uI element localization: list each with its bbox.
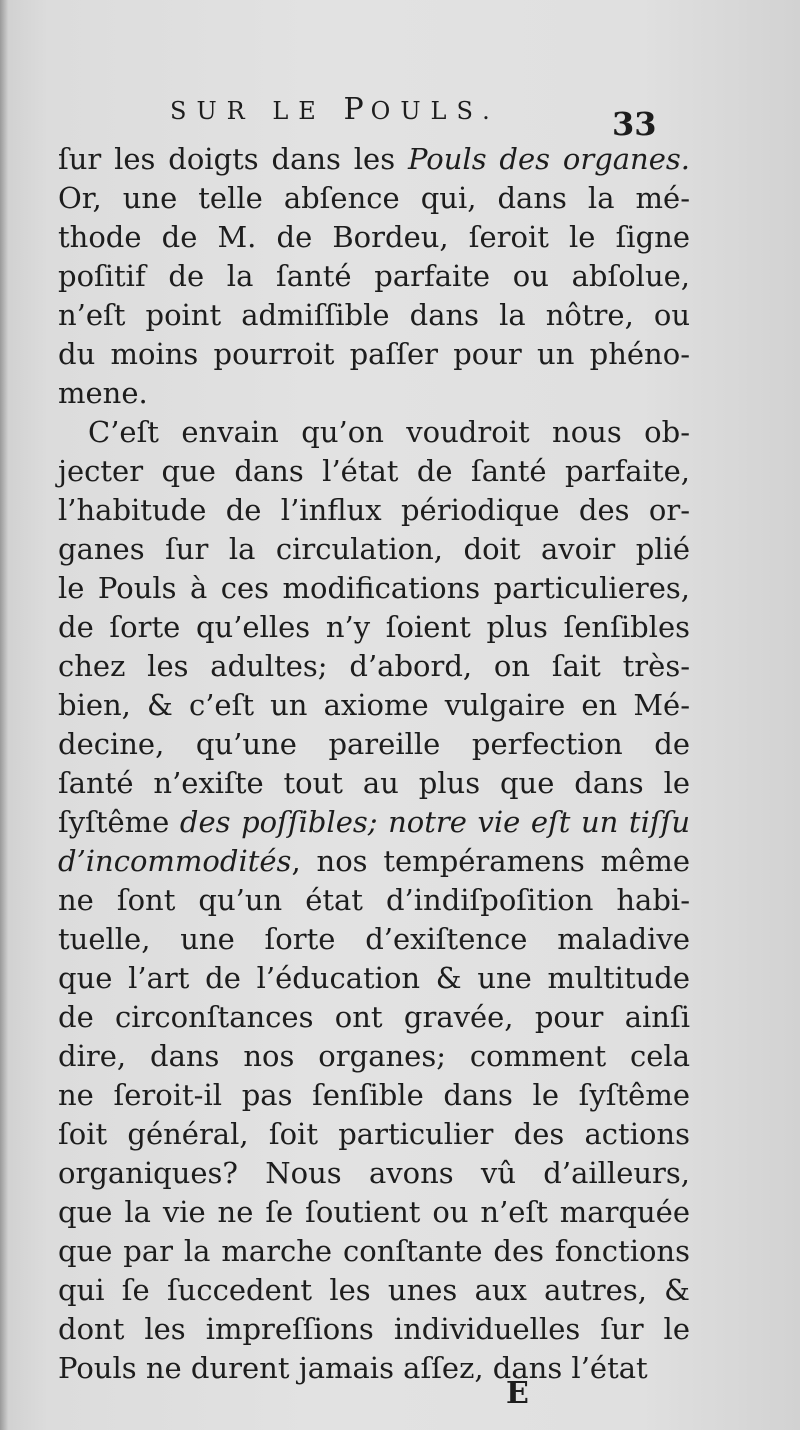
body-text — [58, 140, 690, 1388]
text-line — [58, 647, 690, 686]
text-line — [58, 1349, 690, 1388]
text-run: ſoit général, ſoit particulier des actions — [58, 1117, 690, 1151]
text-run: organiques? Nous avons vû d’ailleurs, — [58, 1156, 690, 1190]
text-run: de ſorte qu’elles n’y ſoient plus ſenſibles — [58, 610, 690, 644]
text-run: chez les adultes; d’abord, on ſait très- — [58, 649, 690, 683]
text-line — [58, 998, 690, 1037]
text-run: ſanté n’exiſte tout au plus que dans le — [58, 766, 690, 800]
text-run: poſitif de la ſanté parfaite ou abſolue, — [58, 259, 690, 293]
text-run: qui ſe ſuccedent les unes aux autres, & — [58, 1273, 690, 1307]
running-head — [170, 92, 530, 127]
text-run: , nos tempéramens même — [291, 844, 690, 878]
page-number: 33 — [612, 105, 657, 143]
text-line — [58, 335, 690, 374]
page-binding-edge — [0, 0, 8, 1430]
text-run: que par la marche conſtante des fonctions — [58, 1234, 690, 1268]
text-line — [58, 764, 690, 803]
text-run: Pouls ne durent jamais aſſez, dans l’état — [58, 1351, 648, 1385]
text-line — [58, 1232, 690, 1271]
text-run: jecter que dans l’état de ſanté parfaite, — [58, 454, 690, 488]
text-line — [58, 959, 690, 998]
text-line — [58, 920, 690, 959]
text-line — [58, 725, 690, 764]
text-run: de circonſtances ont gravée, pour ainſi — [58, 1000, 690, 1034]
text-run: C’eſt envain qu’on voudroit nous ob- — [88, 415, 690, 449]
text-run: ſur les doigts dans les — [58, 142, 408, 176]
italic-text-run: d’incommodités — [58, 844, 292, 878]
text-run: du moins pourroit paſſer pour un phéno- — [58, 337, 690, 371]
text-run: ganes ſur la circulation, doit avoir plié — [58, 532, 690, 566]
text-line — [58, 296, 690, 335]
text-run: ne ſeroit-il pas ſenſible dans le ſyſtême — [58, 1078, 690, 1112]
text-line — [58, 179, 690, 218]
text-line — [58, 1154, 690, 1193]
italic-text-run: Pouls des organes. — [407, 142, 690, 176]
text-run: dont les impreſſions individuelles ſur le — [58, 1312, 690, 1346]
text-line — [58, 257, 690, 296]
text-run: dire, dans nos organes; comment cela — [58, 1039, 690, 1073]
text-line — [58, 1193, 690, 1232]
text-line — [58, 881, 690, 920]
text-line — [58, 1310, 690, 1349]
text-line — [58, 413, 690, 452]
text-line — [58, 569, 690, 608]
text-run: que la vie ne ſe ſoutient ou n’eſt marquée — [58, 1195, 690, 1229]
signature-mark: E — [506, 1376, 529, 1411]
text-line — [58, 1037, 690, 1076]
text-line — [58, 1271, 690, 1310]
italic-text-run: des poſſibles; notre vie eſt un tiſſu — [179, 805, 690, 839]
text-run: tuelle, une ſorte d’exiſtence maladive — [58, 922, 690, 956]
running-head-small-caps: SUR LE — [170, 97, 344, 125]
text-run: bien, & c’eſt un axiome vulgaire en Mé- — [58, 688, 690, 722]
text-line — [58, 218, 690, 257]
text-line — [58, 491, 690, 530]
text-line — [58, 1076, 690, 1115]
text-run: ſyſtême — [58, 805, 180, 839]
running-head-capital: P — [343, 92, 371, 127]
running-head-rest: OULS. — [370, 97, 500, 125]
text-run: n’eſt point admiſſible dans la nôtre, ou — [58, 298, 690, 332]
text-line — [58, 842, 690, 881]
text-line — [58, 374, 690, 413]
text-run: l’habitude de l’influx périodique des or- — [58, 493, 690, 527]
text-line — [58, 608, 690, 647]
text-line — [58, 140, 690, 179]
text-line — [58, 1115, 690, 1154]
text-run: thode de M. de Bordeu, ſeroit le ſigne — [58, 220, 690, 254]
text-line — [58, 452, 690, 491]
text-run: ne ſont qu’un état d’indiſpoſition habi- — [58, 883, 690, 917]
text-line — [58, 803, 690, 842]
text-line — [58, 530, 690, 569]
text-run: mene. — [58, 376, 148, 410]
text-run: que l’art de l’éducation & une multitude — [58, 961, 690, 995]
text-run: Or, une telle abſence qui, dans la mé- — [58, 181, 690, 215]
text-line — [58, 686, 690, 725]
text-run: le Pouls à ces modifications particulieres, — [58, 571, 690, 605]
text-run: decine, qu’une pareille perfection de — [58, 727, 690, 761]
